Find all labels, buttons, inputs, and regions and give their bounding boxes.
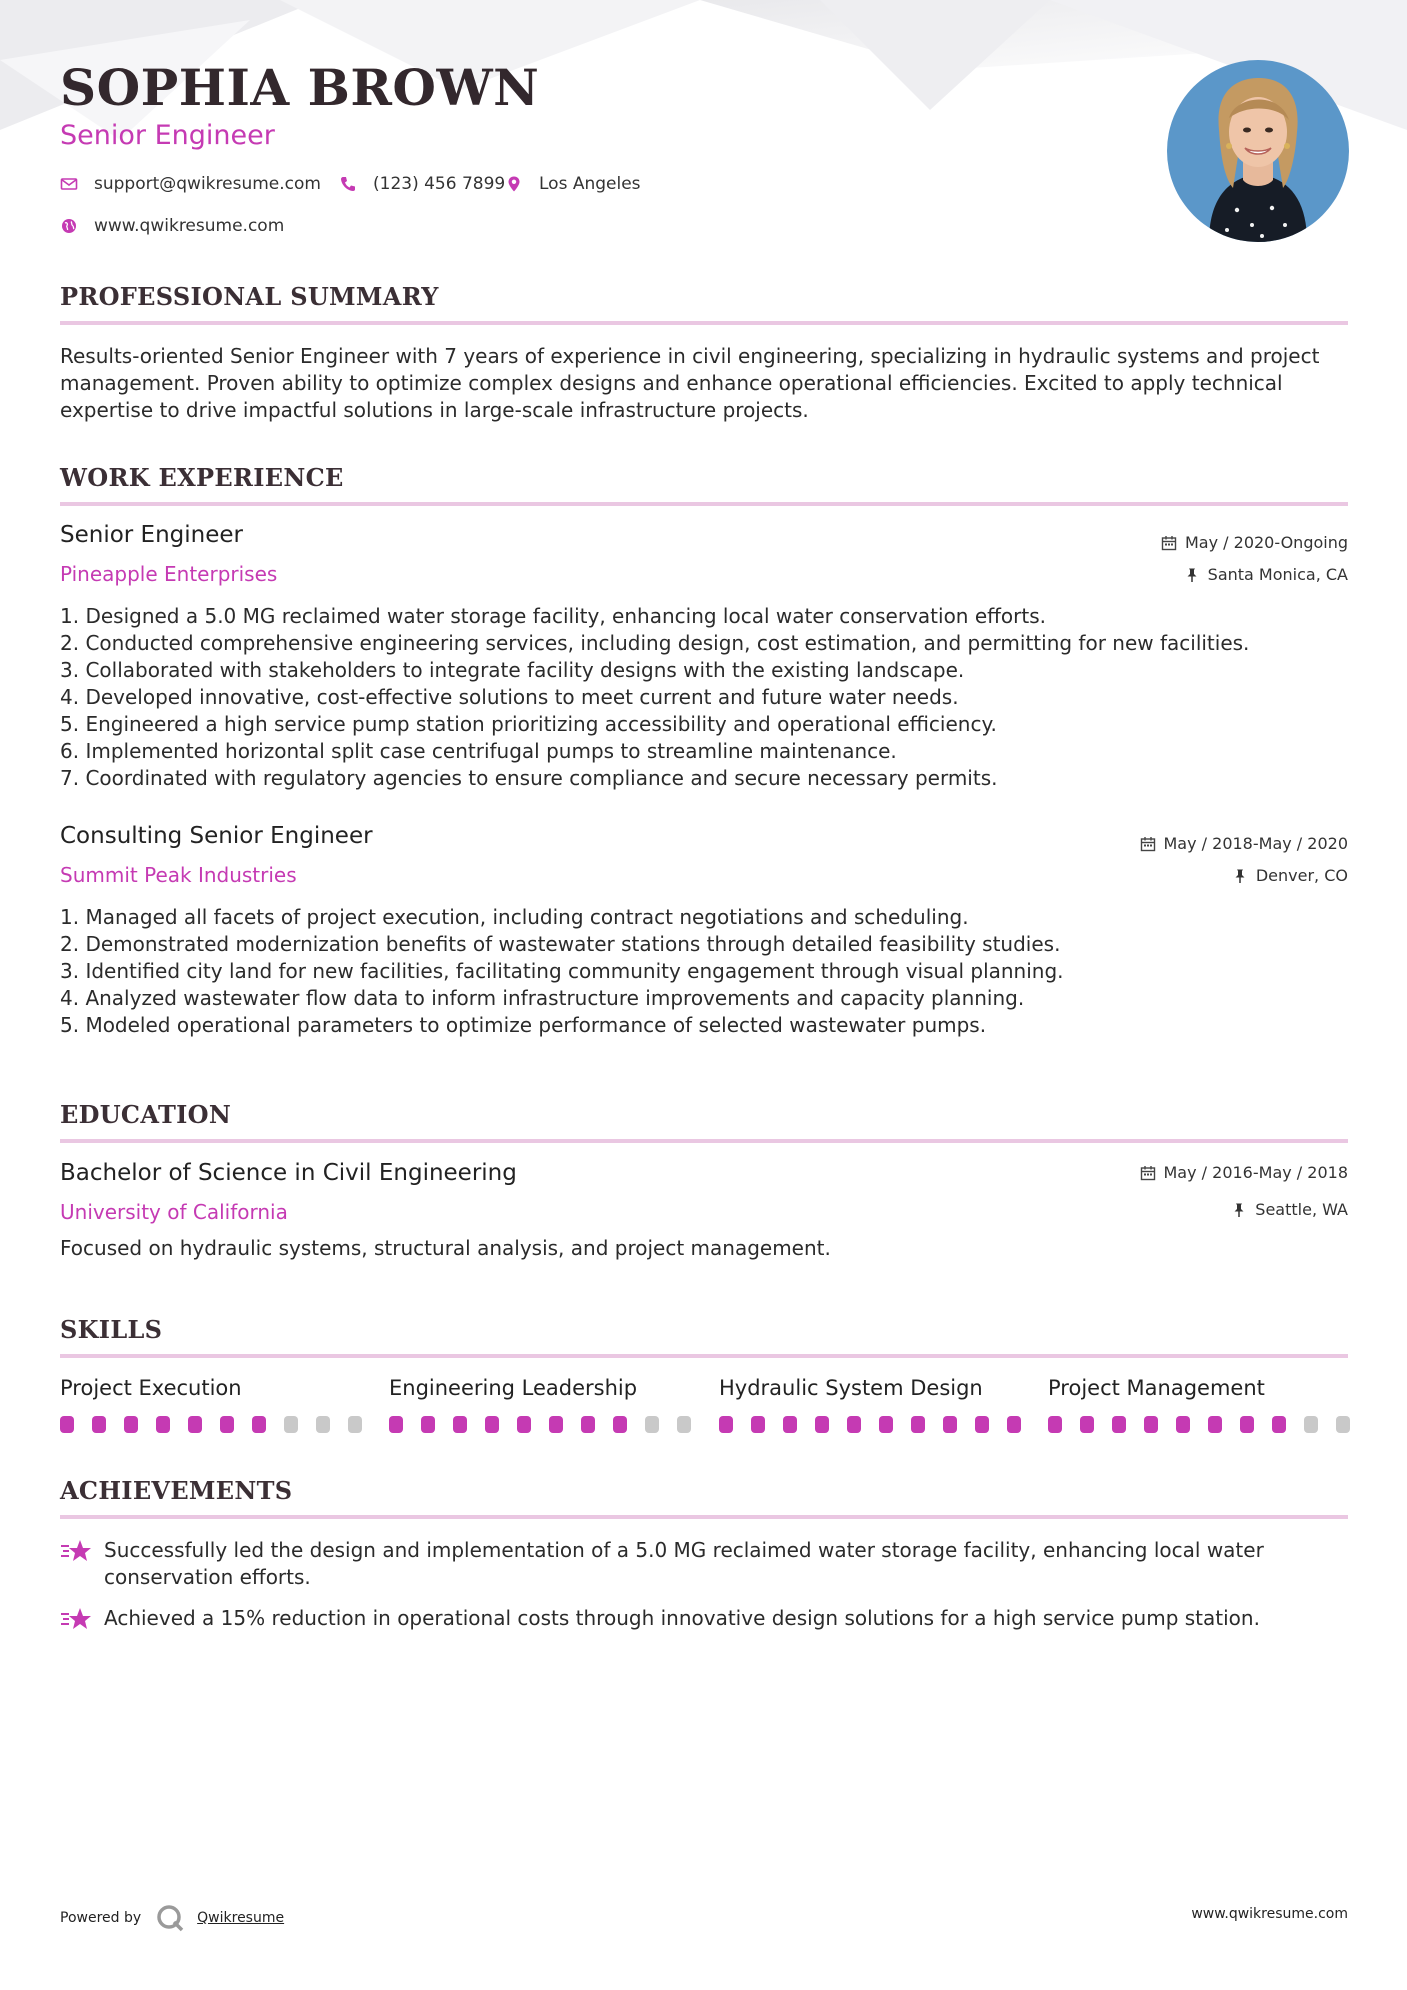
achievements-heading: ACHIEVEMENTS: [60, 1476, 293, 1505]
skill-dot-filled: [389, 1416, 403, 1433]
skills-divider: [60, 1354, 1348, 1358]
skill-dot-filled: [751, 1416, 765, 1433]
education-dates: [1140, 1163, 1349, 1182]
job-location-text: Santa Monica, CA: [1207, 565, 1348, 584]
job-dates-text: May / 2018-May / 2020: [1163, 834, 1348, 853]
skill-dot-filled: [549, 1416, 563, 1433]
pushpin-icon: [1231, 1202, 1247, 1218]
skill-dot-empty: [348, 1416, 362, 1433]
experience-divider: [60, 502, 1348, 506]
contact-phone[interactable]: [339, 174, 505, 194]
skill-dot-empty: [1336, 1416, 1350, 1433]
skill-dot-filled: [975, 1416, 989, 1433]
skill-dot-filled: [1007, 1416, 1021, 1433]
skill-item: [60, 1376, 360, 1400]
skills-heading: SKILLS: [60, 1315, 163, 1344]
achievement-text: Achieved a 15% reduction in operational costs through innovative design solutions for a high service pump station.: [104, 1606, 1260, 1630]
skill-dot-filled: [1112, 1416, 1126, 1433]
skill-dot-filled: [92, 1416, 106, 1433]
skill-name: Project Management: [1048, 1376, 1265, 1400]
skill-dot-filled: [485, 1416, 499, 1433]
skill-name: Project Execution: [60, 1376, 242, 1400]
email-text: support@qwikresume.com: [94, 174, 321, 194]
skill-dot-filled: [1272, 1416, 1286, 1433]
achievement-item: [60, 1537, 1350, 1591]
footer-powered-by: [60, 1903, 284, 1933]
skill-dot-filled: [815, 1416, 829, 1433]
contact-location: [505, 174, 641, 194]
pushpin-icon: [1184, 567, 1200, 583]
skill-dot-filled: [581, 1416, 595, 1433]
list-item: 1. Managed all facets of project execution, including contract negotiations and scheduling.: [60, 905, 969, 929]
skill-dot-filled: [517, 1416, 531, 1433]
list-item: 5. Modeled operational parameters to optimize performance of selected wastewater pumps.: [60, 1013, 987, 1037]
list-item: 3. Collaborated with stakeholders to integrate facility designs with the existing landscape.: [60, 658, 965, 682]
skill-dot-filled: [613, 1416, 627, 1433]
pushpin-icon: [1232, 868, 1248, 884]
list-item: 4. Analyzed wastewater flow data to inform infrastructure improvements and capacity planning.: [60, 986, 1025, 1010]
candidate-title: Senior Engineer: [60, 120, 275, 151]
avatar: [1167, 60, 1349, 242]
skill-dot-filled: [783, 1416, 797, 1433]
skill-dot-filled: [1080, 1416, 1094, 1433]
job-dates-text: May / 2020-Ongoing: [1185, 533, 1348, 552]
skill-dot-filled: [879, 1416, 893, 1433]
list-item: 6. Implemented horizontal split case centrifugal pumps to streamline maintenance.: [60, 739, 897, 763]
education-description: Focused on hydraulic systems, structural analysis, and project management.: [60, 1236, 831, 1260]
list-item: 2. Conducted comprehensive engineering services, including design, cost estimation, and permitting for new facilities.: [60, 631, 1250, 655]
education-dates-text: May / 2016-May / 2018: [1163, 1163, 1348, 1182]
job-location-text: Denver, CO: [1255, 866, 1348, 885]
degree-title: Bachelor of Science in Civil Engineering: [60, 1160, 517, 1186]
brand-link[interactable]: Qwikresume: [197, 1910, 285, 1926]
job-location: [1232, 866, 1348, 885]
list-item: 2. Demonstrated modernization benefits of wastewater stations through detailed feasibility studies.: [60, 932, 1061, 956]
skill-dot-filled: [252, 1416, 266, 1433]
job-bullets: [60, 904, 1350, 1039]
phone-icon: [339, 175, 357, 193]
achievement-text: Successfully led the design and implementation of a 5.0 MG reclaimed water storage facility, enhancing local water conservation efforts.: [104, 1538, 1264, 1589]
shooting-star-icon: [60, 1537, 92, 1565]
list-item: 5. Engineered a high service pump station prioritizing accessibility and operational efficiency.: [60, 712, 997, 736]
summary-heading: PROFESSIONAL SUMMARY: [60, 282, 439, 311]
skill-dot-empty: [1304, 1416, 1318, 1433]
skill-dot-filled: [1208, 1416, 1222, 1433]
list-item: 1. Designed a 5.0 MG reclaimed water storage facility, enhancing local water conservation efforts.: [60, 604, 1047, 628]
skill-dot-filled: [188, 1416, 202, 1433]
achievement-item: [60, 1605, 1350, 1633]
list-item: 7. Coordinated with regulatory agencies to ensure compliance and secure necessary permits.: [60, 766, 998, 790]
skill-dot-filled: [1144, 1416, 1158, 1433]
skill-dot-filled: [911, 1416, 925, 1433]
education-heading: EDUCATION: [60, 1100, 232, 1129]
skill-dot-filled: [719, 1416, 733, 1433]
job-company: Pineapple Enterprises: [60, 562, 278, 586]
skill-dot-empty: [284, 1416, 298, 1433]
school-name: University of California: [60, 1200, 288, 1224]
job-title: Consulting Senior Engineer: [60, 823, 373, 849]
calendar-icon: [1140, 1165, 1156, 1181]
summary-divider: [60, 321, 1348, 325]
skill-dot-filled: [1240, 1416, 1254, 1433]
job-location: [1184, 565, 1348, 584]
experience-heading: WORK EXPERIENCE: [60, 463, 344, 492]
skill-name: Hydraulic System Design: [719, 1376, 983, 1400]
skill-level-meter: [1048, 1416, 1368, 1433]
skill-dot-empty: [677, 1416, 691, 1433]
summary-text: Results-oriented Senior Engineer with 7 years of experience in civil engineering, specializing in hydraulic systems and project management. Proven ability to optimize complex designs and enhance operational efficiencies. Excited to apply technical expertise to drive impactful solutions in large-scale infrastructure projects.: [60, 344, 1320, 422]
skill-name: Engineering Leadership: [389, 1376, 638, 1400]
shooting-star-icon: [60, 1605, 92, 1633]
skill-dot-filled: [847, 1416, 861, 1433]
education-location: [1231, 1200, 1348, 1219]
skill-dot-filled: [1176, 1416, 1190, 1433]
list-item: 3. Identified city land for new facilities, facilitating community engagement through visual planning.: [60, 959, 1064, 983]
skill-item: [719, 1376, 1019, 1400]
skill-level-meter: [719, 1416, 1039, 1433]
job-dates: [1140, 834, 1349, 853]
list-item: 4. Developed innovative, cost-effective solutions to meet current and future water needs.: [60, 685, 959, 709]
job-bullets: [60, 603, 1350, 792]
website-text: www.qwikresume.com: [94, 216, 285, 236]
skill-dot-filled: [156, 1416, 170, 1433]
skill-level-meter: [60, 1416, 380, 1433]
qwikresume-logo-icon: [155, 1903, 185, 1933]
skill-dot-filled: [1048, 1416, 1062, 1433]
footer-website-link[interactable]: www.qwikresume.com: [1191, 1906, 1348, 1922]
map-pin-icon: [505, 175, 523, 193]
skill-dot-filled: [220, 1416, 234, 1433]
phone-text: (123) 456 7899: [373, 174, 506, 194]
candidate-name: SOPHIA BROWN: [60, 58, 540, 117]
skill-dot-empty: [645, 1416, 659, 1433]
envelope-icon: [60, 175, 78, 193]
skill-item: [1048, 1376, 1348, 1400]
job-company: Summit Peak Industries: [60, 863, 297, 887]
skill-dot-filled: [60, 1416, 74, 1433]
skill-dot-filled: [421, 1416, 435, 1433]
achievements-divider: [60, 1515, 1348, 1519]
education-location-text: Seattle, WA: [1255, 1200, 1348, 1219]
skill-dot-empty: [316, 1416, 330, 1433]
job-title: Senior Engineer: [60, 522, 243, 548]
skill-item: [389, 1376, 689, 1400]
globe-icon: [60, 217, 78, 235]
calendar-icon: [1161, 535, 1177, 551]
education-divider: [60, 1139, 1348, 1143]
calendar-icon: [1140, 836, 1156, 852]
skill-dot-filled: [453, 1416, 467, 1433]
powered-by-label: Powered by: [60, 1910, 142, 1926]
location-text: Los Angeles: [539, 174, 641, 194]
job-dates: [1161, 533, 1348, 552]
skill-dot-filled: [124, 1416, 138, 1433]
contact-email[interactable]: [60, 174, 321, 194]
skill-level-meter: [389, 1416, 709, 1433]
contact-website[interactable]: [60, 216, 284, 236]
skill-dot-filled: [943, 1416, 957, 1433]
profile-photo: [1167, 60, 1349, 242]
